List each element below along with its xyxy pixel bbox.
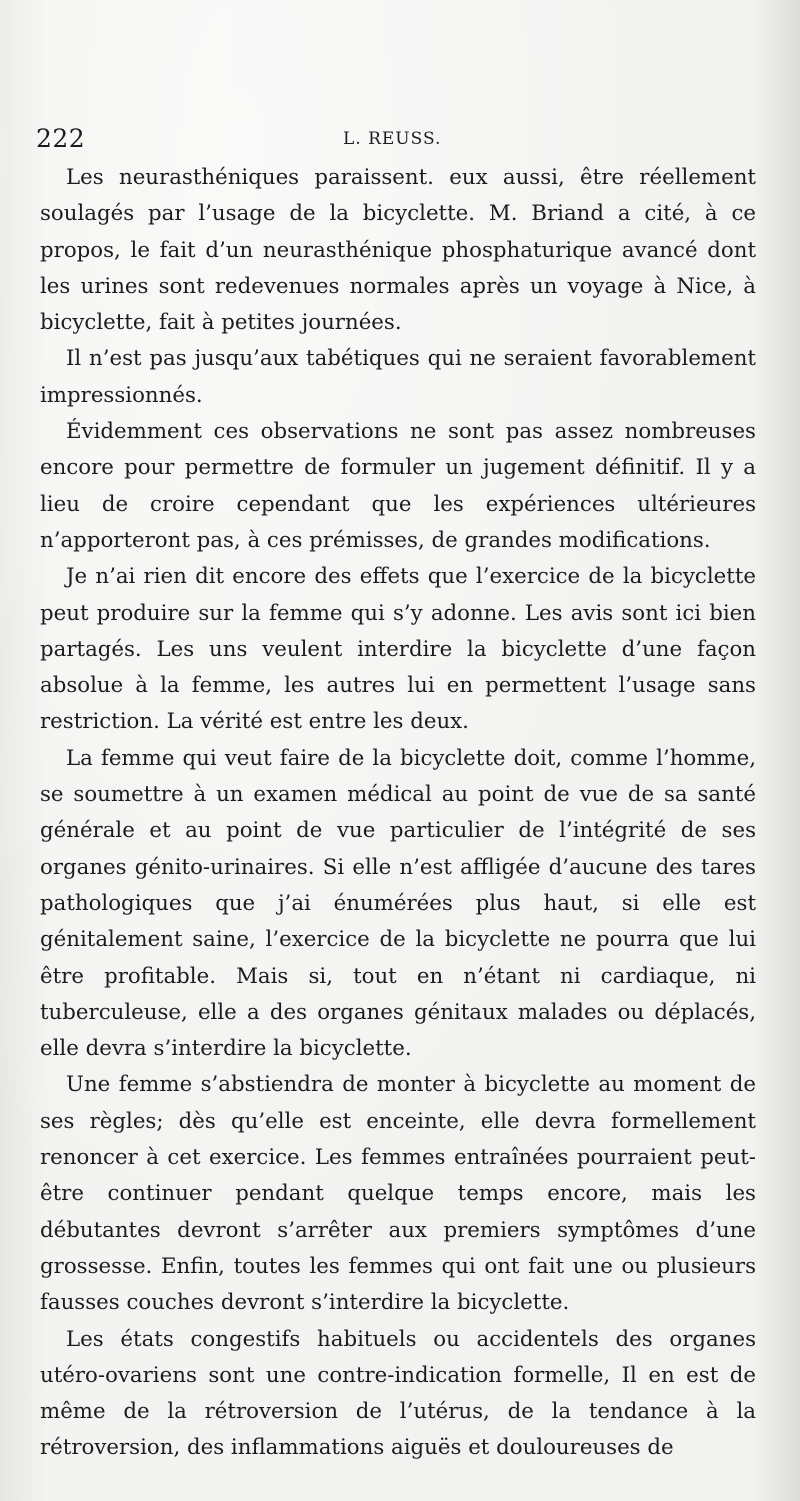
paragraph-women-opinions: Je n’ai rien dit encore des effets que l’exercice de la bicyclette peut produire sur la femme qui s’y adonne. Les avis sont ici bien partagés. Les uns veulent interdire la bicyclette d’une façon absolue à la femme, les autres lui en permettent l’usage sans restriction. La vérité est entre les deux. — [40, 564, 756, 735]
page-header — [36, 124, 756, 158]
paragraph-contraindications: Les états congestifs habituels ou accidentels des organes utéro-ovariens sont une contre-indication formelle, Il en est de même de la rétroversion de l’utérus, de la tendance à la rétroversion, des inflammations aiguës et douloureuses de — [40, 1326, 756, 1461]
paragraph-observations: Évidemment ces observations ne sont pas assez nombreuses encore pour permettre de formuler un jugement définitif. Il y a lieu de croire cependant que les expériences ultérieures n’apporteront pas, à ces prémisses, de grandes modifications. — [40, 419, 756, 553]
paragraph-medical-exam: La femme qui veut faire de la bicyclette doit, comme l’homme, se soumettre à un examen médical au point de vue de sa santé générale et au point de vue particulier de l’intégrité de ses organes génito-urinaires. Si elle n’est affligée d’aucune des tares pathologiques que j’ai énumérées plus haut, si elle est génitalement saine, l’exercice de la bicyclette ne pourra que lui être profitable. Mais si, tout en n’étant ni cardiaque, ni tuberculeuse, elle a des organes génitaux malades ou déplacés, elle devra s’interdire la bicyclette. — [40, 745, 756, 1062]
paragraph-tabetics: Il n’est pas jusqu’aux tabétiques qui ne seraient favorablement impressionnés. — [40, 346, 756, 408]
paragraph-pregnancy: Une femme s’abstiendra de monter à bicyclette au moment de ses règles; dès qu’elle est enceinte, elle devra formellement renoncer à cet exercice. Les femmes entraînées pourraient peut-être continuer pendant quelque temps encore, mais les débutantes devront s’arrêter aux premiers symptômes d’une grossesse. Enfin, toutes les femmes qui ont fait une ou plusieurs fausses couches devront s’interdire la bicyclette. — [40, 1072, 756, 1316]
page-number: 222 — [36, 124, 86, 153]
running-head: L. REUSS. — [343, 129, 442, 149]
paragraph-neurasthenics: Les neurasthéniques paraissent. eux aussi, être réellement soulagés par l’usage de la bicyclette. M. Briand a cité, à ce propos, le fait d’un neurasthénique phosphaturique avancé dont les urines sont redevenues normales après un voyage à Nice, à bicyclette, fait à petites journées. — [40, 165, 756, 336]
body-text — [40, 160, 756, 1467]
